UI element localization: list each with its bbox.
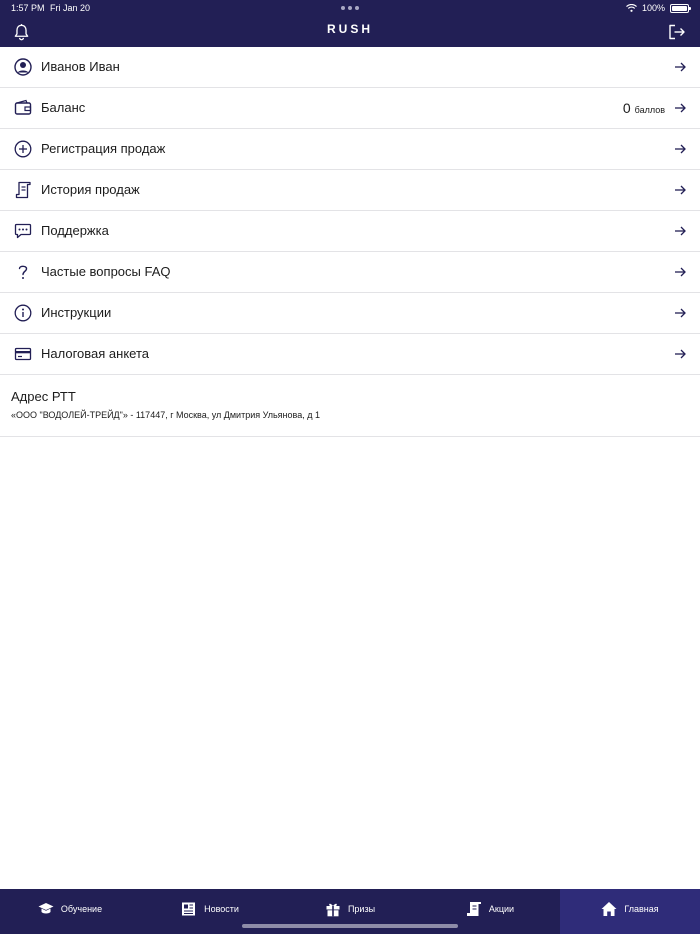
- menu-label: Поддержка: [41, 223, 109, 238]
- menu-item-balance[interactable]: [0, 88, 700, 129]
- status-bar: [0, 0, 700, 18]
- coupon-icon: [466, 901, 482, 917]
- battery-percent: 100%: [641, 3, 665, 13]
- main-menu: [0, 47, 700, 375]
- card-icon: [14, 345, 32, 363]
- question-icon: [14, 263, 32, 281]
- menu-label: Инструкции: [41, 305, 112, 320]
- menu-item-faq[interactable]: [0, 252, 700, 293]
- tab-label: Обучение: [60, 903, 103, 914]
- wifi-icon: [626, 4, 637, 12]
- status-indicators: [626, 3, 689, 13]
- arrow-right-icon: [674, 144, 686, 154]
- newspaper-icon: [181, 901, 197, 917]
- app-title: RUSH: [326, 22, 373, 36]
- plus-circle-icon: [14, 140, 32, 158]
- menu-item-sales-history[interactable]: [0, 170, 700, 211]
- menu-label: Иванов Иван: [41, 59, 120, 74]
- tab-home[interactable]: [560, 889, 700, 934]
- address-title: Адрес РТТ: [11, 389, 76, 404]
- multitasking-dots-icon[interactable]: [341, 6, 359, 10]
- menu-label: Частые вопросы FAQ: [41, 264, 171, 279]
- arrow-right-icon: [674, 226, 686, 236]
- battery-icon: [670, 4, 689, 13]
- user-icon: [14, 58, 32, 76]
- menu-item-support[interactable]: [0, 211, 700, 252]
- wallet-icon: [14, 99, 32, 117]
- menu-item-instructions[interactable]: [0, 293, 700, 334]
- menu-label: История продаж: [41, 182, 140, 197]
- graduation-cap-icon: [38, 901, 54, 917]
- address-section: [0, 375, 700, 437]
- address-text: «ООО "ВОДОЛЕЙ-ТРЕЙД"» - 117447, г Москва, ул Дмитрия Ульянова, д 1: [11, 410, 320, 420]
- arrow-right-icon: [674, 103, 686, 113]
- menu-item-tax-form[interactable]: [0, 334, 700, 375]
- tab-label: Акции: [488, 903, 515, 914]
- arrow-right-icon: [674, 62, 686, 72]
- arrow-right-icon: [674, 349, 686, 359]
- menu-item-profile[interactable]: [0, 47, 700, 88]
- receipt-icon: [14, 181, 32, 199]
- balance-amount: 0: [622, 100, 631, 116]
- menu-label: Баланс: [41, 100, 86, 115]
- logout-icon[interactable]: [668, 24, 686, 40]
- arrow-right-icon: [674, 185, 686, 195]
- arrow-right-icon: [674, 267, 686, 277]
- arrow-right-icon: [674, 308, 686, 318]
- status-time: 1:57 PM: [11, 3, 45, 13]
- tab-label: Новости: [204, 903, 239, 914]
- home-indicator[interactable]: [242, 924, 458, 928]
- home-icon: [601, 901, 617, 917]
- menu-label: Регистрация продаж: [41, 141, 166, 156]
- balance-value: [623, 100, 665, 116]
- chat-icon: [14, 222, 32, 240]
- app-header: [0, 0, 700, 47]
- tab-label: Призы: [347, 903, 376, 914]
- balance-unit: баллов: [634, 105, 665, 115]
- tab-education[interactable]: [0, 889, 140, 934]
- menu-label: Налоговая анкета: [41, 346, 149, 361]
- tab-label: Главная: [624, 903, 659, 914]
- status-date: Fri Jan 20: [50, 3, 91, 13]
- gift-icon: [325, 901, 341, 917]
- info-icon: [14, 304, 32, 322]
- menu-item-sales-registration[interactable]: [0, 129, 700, 170]
